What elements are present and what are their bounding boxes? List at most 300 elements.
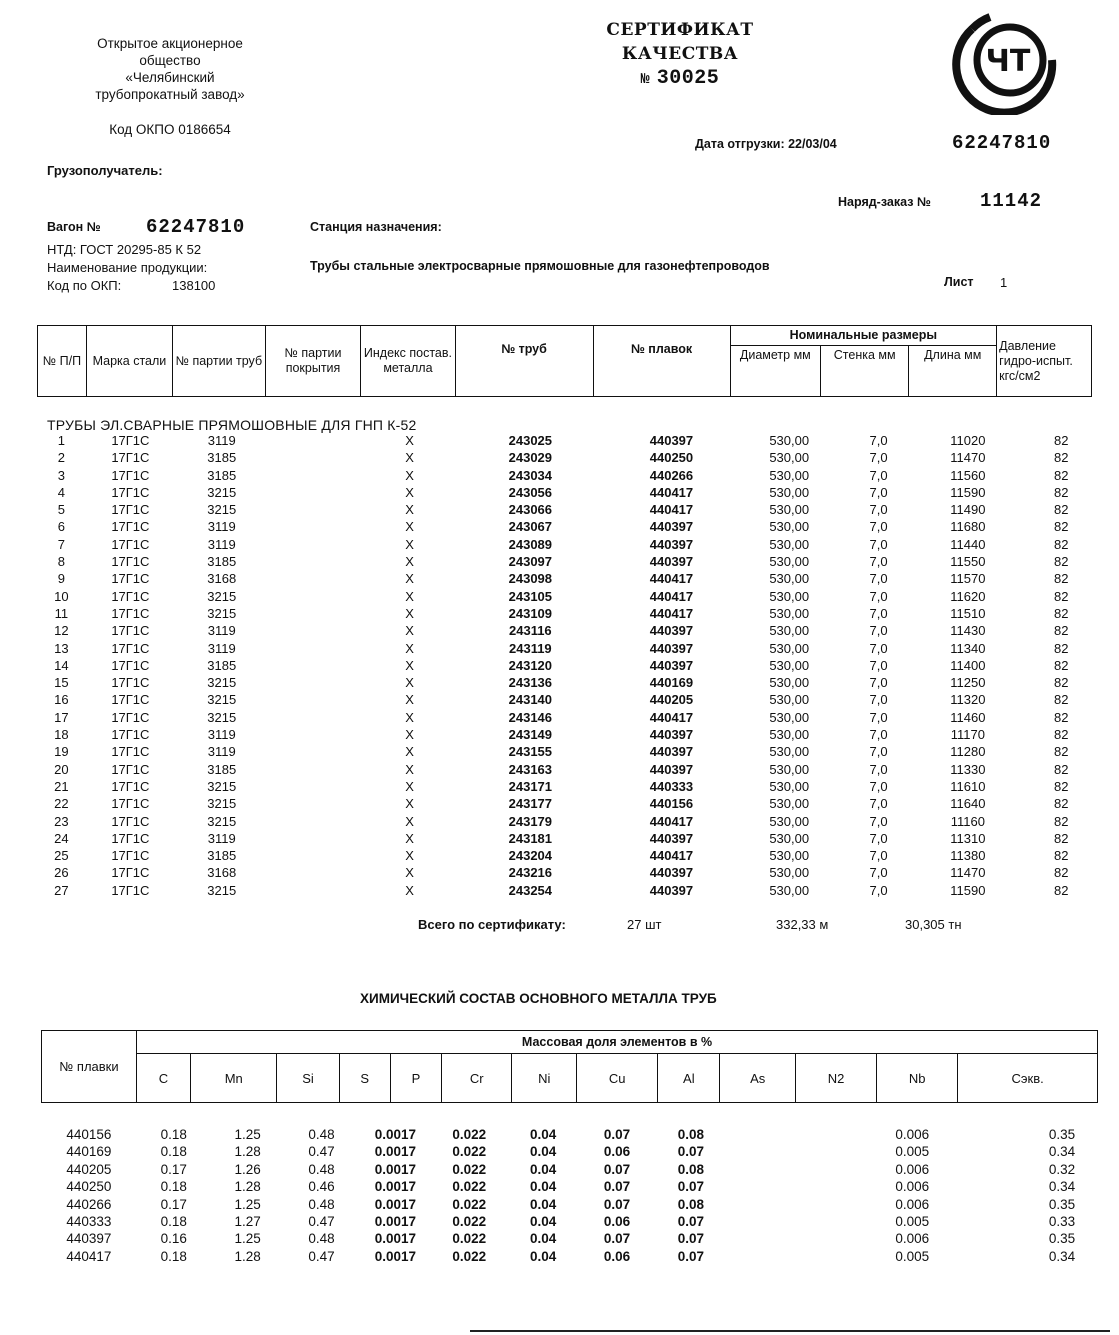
table-cell: 0.07: [677, 1179, 704, 1195]
table-cell: 440417: [66, 1248, 112, 1264]
table-row: [41, 1178, 1101, 1195]
table-cell: 7,0: [869, 554, 888, 570]
table-cell: 440169: [66, 1144, 112, 1160]
table-cell: 3119: [207, 519, 236, 535]
col-element: P: [390, 1054, 441, 1103]
org-line: «Челябинский: [125, 70, 215, 85]
col-element: Mn: [190, 1054, 277, 1103]
col-length: Длина мм: [909, 346, 997, 397]
table-cell: 530,00: [769, 727, 810, 743]
chemistry-table-header: [41, 1030, 1098, 1103]
cell-coating: [268, 588, 359, 605]
table-cell: [728, 1248, 802, 1265]
table-cell: 82: [1054, 675, 1069, 691]
table-cell: 82: [1054, 450, 1069, 466]
col-element: As: [720, 1054, 796, 1103]
table-cell: 82: [1054, 882, 1069, 898]
table-cell: 243179: [508, 813, 553, 829]
table-row: [41, 1161, 1101, 1178]
table-cell: 530,00: [769, 865, 810, 881]
table-cell: 82: [1054, 433, 1069, 448]
number-sign: №: [640, 71, 651, 88]
table-cell: 3185: [207, 467, 237, 483]
table-cell: 11590: [950, 882, 986, 898]
table-cell: 0.07: [677, 1231, 704, 1247]
table-cell: 440417: [649, 502, 694, 518]
table-cell: 11490: [950, 502, 986, 518]
table-cell: 11400: [950, 657, 986, 673]
table-cell: 4: [57, 484, 65, 500]
table-cell: 82: [1054, 484, 1069, 500]
table-cell: 17Г1С: [111, 813, 150, 829]
table-cell: 25: [54, 848, 69, 864]
table-cell: 11: [54, 605, 69, 621]
table-cell: 0.35: [1048, 1196, 1076, 1212]
table-cell: 0.34: [1048, 1248, 1076, 1264]
table-cell: 440397: [649, 727, 694, 743]
table-cell: 11020: [950, 433, 986, 448]
table-cell: 3215: [207, 675, 237, 691]
table-cell: [949, 1161, 1023, 1178]
table-cell: 0.005: [895, 1144, 930, 1160]
table-cell: 14: [54, 657, 69, 673]
table-cell: 0.06: [603, 1248, 631, 1264]
table-cell: 0.06: [603, 1214, 631, 1230]
table-cell: 243105: [508, 588, 553, 604]
table-cell: 82: [1054, 605, 1069, 621]
table-row: [37, 536, 1107, 553]
table-cell: 530,00: [769, 657, 810, 673]
table-cell: 530,00: [769, 433, 810, 448]
table-cell: 243034: [508, 467, 553, 483]
table-cell: 82: [1054, 588, 1069, 604]
table-cell: 0.022: [452, 1161, 487, 1177]
cell-coating: [268, 726, 359, 743]
okp-label: Код по ОКП:: [47, 278, 122, 293]
okp-value: 138100: [172, 278, 216, 293]
table-cell: 0.08: [677, 1196, 704, 1212]
cell-coating: [268, 449, 359, 466]
table-row: [37, 864, 1107, 881]
table-cell: 530,00: [769, 692, 810, 708]
table-cell: 0.04: [529, 1231, 557, 1247]
table-row: [37, 882, 1107, 899]
table-row: [37, 691, 1107, 708]
table-cell: 17Г1С: [111, 709, 150, 725]
table-cell: 0.022: [452, 1214, 487, 1230]
table-cell: 11550: [950, 554, 986, 570]
station-label: Станция назначения:: [310, 220, 442, 234]
consignee-label: Грузополучатель:: [47, 163, 163, 178]
table-cell: [728, 1196, 802, 1213]
table-cell: 82: [1054, 502, 1069, 518]
table-cell: 530,00: [769, 450, 810, 466]
chemistry-title: ХИМИЧЕСКИЙ СОСТАВ ОСНОВНОГО МЕТАЛЛА ТРУБ: [360, 991, 717, 1006]
table-cell: 6: [57, 519, 65, 535]
table-cell: 17Г1С: [111, 605, 150, 621]
table-cell: 3215: [207, 778, 237, 794]
table-cell: [949, 1213, 1023, 1230]
table-cell: 11620: [950, 588, 986, 604]
table-cell: X: [405, 796, 414, 812]
table-cell: 0.04: [529, 1214, 557, 1230]
table-cell: 0.0017: [374, 1161, 417, 1177]
table-cell: 243066: [508, 502, 553, 518]
wagon-number: 62247810: [146, 216, 246, 238]
table-row: [37, 588, 1107, 605]
table-cell: 17Г1С: [111, 484, 150, 500]
table-cell: 243163: [508, 761, 553, 777]
cell-coating: [268, 501, 359, 518]
table-cell: 530,00: [769, 709, 810, 725]
col-element: C: [137, 1054, 191, 1103]
sheet-number: 1: [1000, 275, 1008, 290]
table-cell: 530,00: [769, 761, 810, 777]
table-cell: [802, 1213, 876, 1230]
table-row: [37, 622, 1107, 639]
table-cell: 440397: [649, 882, 694, 898]
table-cell: 0.07: [603, 1196, 631, 1212]
table-cell: 82: [1054, 848, 1069, 864]
table-cell: 530,00: [769, 588, 810, 604]
table-cell: 7,0: [869, 433, 888, 448]
table-row: [37, 674, 1107, 691]
table-cell: 0.18: [160, 1179, 187, 1195]
cell-coating: [268, 674, 359, 691]
table-row: [37, 743, 1107, 760]
table-cell: 82: [1054, 778, 1069, 794]
table-cell: 17Г1С: [111, 640, 150, 656]
table-cell: 3: [57, 467, 65, 483]
table-cell: 11560: [950, 467, 986, 483]
table-cell: 243181: [508, 830, 553, 846]
table-cell: 243025: [508, 433, 553, 448]
table-row: [37, 709, 1107, 726]
table-cell: [949, 1230, 1023, 1247]
totals-weight: 30,305 тн: [905, 917, 962, 932]
table-cell: 440417: [649, 484, 694, 500]
table-cell: X: [405, 813, 414, 829]
table-cell: 0.18: [160, 1248, 187, 1264]
table-cell: 3168: [207, 571, 237, 587]
table-cell: 11610: [950, 778, 986, 794]
table-cell: 440205: [66, 1161, 112, 1177]
certificate-number-line: [580, 66, 780, 92]
table-cell: 1.28: [234, 1179, 261, 1195]
table-row: [37, 761, 1107, 778]
table-cell: 11160: [950, 813, 985, 829]
table-cell: 7,0: [869, 744, 888, 760]
table-row: [37, 432, 1107, 449]
table-cell: 7,0: [869, 640, 888, 656]
table-cell: 0.0017: [374, 1127, 417, 1142]
table-cell: X: [405, 588, 414, 604]
table-cell: 7,0: [869, 830, 888, 846]
col-nominal: Номинальные размеры: [730, 326, 997, 346]
table-cell: 440397: [649, 830, 694, 846]
col-pipe-no: № труб: [455, 326, 593, 397]
table-cell: 17Г1С: [111, 450, 150, 466]
col-element: Cr: [442, 1054, 512, 1103]
table-cell: 440156: [649, 796, 694, 812]
table-cell: 82: [1054, 813, 1069, 829]
table-cell: 0.0017: [374, 1248, 417, 1264]
table-cell: 0.022: [452, 1179, 487, 1195]
sheet-label: Лист: [944, 275, 974, 289]
table-cell: 243177: [508, 796, 553, 812]
table-cell: 0.35: [1048, 1127, 1076, 1142]
table-cell: 7,0: [869, 467, 888, 483]
table-cell: 440250: [649, 450, 694, 466]
table-cell: 17Г1С: [111, 744, 150, 760]
col-heat: № плавки: [42, 1031, 137, 1103]
table-cell: X: [405, 848, 414, 864]
table-cell: 17: [54, 709, 69, 725]
table-cell: 12: [54, 623, 69, 639]
table-cell: 440397: [649, 640, 694, 656]
table-cell: 82: [1054, 692, 1069, 708]
certificate-title: [580, 18, 780, 92]
table-cell: 11320: [950, 692, 986, 708]
col-element: Al: [658, 1054, 720, 1103]
table-cell: 7,0: [869, 519, 888, 535]
section-title: ТРУБЫ ЭЛ.СВАРНЫЕ ПРЯМОШОВНЫЕ ДЛЯ ГНП К-52: [47, 417, 417, 433]
col-element: Ni: [512, 1054, 577, 1103]
table-cell: 440266: [649, 467, 694, 483]
wagon-label: Вагон №: [47, 220, 101, 234]
table-cell: 17Г1С: [111, 467, 150, 483]
table-cell: 7,0: [869, 796, 888, 812]
table-cell: 0.04: [529, 1248, 557, 1264]
table-cell: 13: [54, 640, 69, 656]
table-cell: 0.07: [677, 1144, 704, 1160]
table-cell: 17Г1С: [111, 761, 150, 777]
pipes-table-body: [37, 432, 1107, 899]
totals-count: 27 шт: [627, 917, 662, 932]
table-cell: 82: [1054, 640, 1069, 656]
cell-coating: [268, 830, 359, 847]
table-cell: [949, 1143, 1023, 1160]
table-cell: 530,00: [769, 640, 810, 656]
table-cell: 17Г1С: [111, 536, 150, 552]
table-cell: 440266: [66, 1196, 112, 1212]
table-cell: 10: [54, 588, 69, 604]
table-cell: 11470: [950, 450, 986, 466]
table-cell: X: [405, 675, 414, 691]
table-cell: 18: [54, 727, 69, 743]
table-cell: 82: [1054, 830, 1069, 846]
table-cell: 0.46: [308, 1179, 335, 1195]
table-cell: X: [405, 571, 414, 587]
table-cell: 0.0017: [374, 1179, 417, 1195]
table-cell: 0.48: [308, 1196, 335, 1212]
table-cell: [728, 1161, 802, 1178]
table-cell: 3185: [207, 657, 237, 673]
table-cell: 23: [54, 813, 69, 829]
table-cell: [949, 1178, 1023, 1195]
table-cell: 11380: [950, 848, 986, 864]
okpo-code: Код ОКПО 0186654: [109, 122, 231, 137]
col-steel: Марка стали: [86, 326, 172, 397]
table-cell: 530,00: [769, 882, 810, 898]
table-cell: 440417: [649, 709, 694, 725]
table-cell: 11570: [950, 571, 986, 587]
table-cell: 243119: [509, 640, 552, 656]
table-cell: 7,0: [869, 623, 888, 639]
table-row: [41, 1143, 1101, 1160]
cell-coating: [268, 605, 359, 622]
table-cell: 3168: [207, 865, 237, 881]
table-cell: 243254: [508, 882, 553, 898]
table-cell: 7,0: [869, 865, 888, 881]
table-row: [41, 1126, 1101, 1143]
table-cell: 243116: [509, 623, 552, 639]
table-cell: X: [405, 709, 414, 725]
table-cell: 7,0: [869, 675, 888, 691]
table-cell: 440397: [649, 744, 694, 760]
table-cell: 3185: [207, 450, 237, 466]
col-element: N2: [796, 1054, 877, 1103]
table-row: [37, 449, 1107, 466]
order-label: Наряд-заказ №: [838, 195, 931, 209]
table-cell: 243097: [508, 554, 553, 570]
table-cell: 7,0: [869, 502, 888, 518]
table-cell: 243029: [508, 450, 553, 466]
table-cell: 11460: [950, 709, 986, 725]
table-cell: 0.16: [160, 1231, 187, 1247]
top-wagon-number: 62247810: [952, 132, 1052, 154]
table-row: [37, 553, 1107, 570]
table-cell: 82: [1054, 467, 1069, 483]
product-name: Трубы стальные электросварные прямошовные для газонефтепроводов: [310, 259, 770, 273]
table-cell: X: [405, 484, 414, 500]
table-cell: 440397: [649, 536, 694, 552]
table-cell: 0.022: [452, 1248, 487, 1264]
table-cell: 7: [57, 536, 65, 552]
table-cell: 440156: [66, 1127, 112, 1142]
table-cell: 440169: [649, 675, 694, 691]
ship-date: Дата отгрузки: 22/03/04: [695, 137, 837, 151]
table-row: [37, 518, 1107, 535]
table-cell: 82: [1054, 519, 1069, 535]
table-cell: 9: [57, 571, 65, 587]
table-cell: 11680: [950, 519, 986, 535]
table-cell: 530,00: [769, 675, 810, 691]
table-cell: 7,0: [869, 709, 888, 725]
table-cell: X: [405, 450, 414, 466]
table-cell: 7,0: [869, 657, 888, 673]
svg-text:ЧТ: ЧТ: [985, 44, 1031, 79]
table-cell: [802, 1143, 876, 1160]
table-cell: 0.08: [677, 1161, 704, 1177]
table-cell: [949, 1126, 1023, 1143]
table-cell: 0.022: [452, 1127, 487, 1142]
table-cell: 17Г1С: [111, 848, 150, 864]
table-cell: 17Г1С: [111, 519, 150, 535]
table-cell: 0.47: [308, 1144, 335, 1160]
cell-coating: [268, 484, 359, 501]
table-cell: 243146: [508, 709, 553, 725]
table-cell: 17Г1С: [111, 830, 150, 846]
table-cell: 0.17: [160, 1161, 187, 1177]
table-row: [37, 847, 1107, 864]
cell-coating: [268, 553, 359, 570]
table-cell: 7,0: [869, 813, 888, 829]
table-cell: [802, 1248, 876, 1265]
table-cell: 0.07: [603, 1161, 631, 1177]
table-cell: 11310: [950, 830, 986, 846]
table-cell: 17Г1С: [111, 502, 150, 518]
table-cell: 11430: [950, 623, 986, 639]
table-cell: 243204: [508, 848, 553, 864]
table-cell: 243149: [508, 727, 553, 743]
col-element: Si: [277, 1054, 339, 1103]
table-cell: 8: [57, 554, 65, 570]
table-cell: 530,00: [769, 744, 810, 760]
table-cell: 0.022: [452, 1231, 487, 1247]
table-cell: 7,0: [869, 450, 888, 466]
table-cell: 5: [57, 502, 65, 518]
table-cell: 0.34: [1048, 1144, 1076, 1160]
table-cell: 7,0: [869, 571, 888, 587]
table-cell: 0.006: [895, 1161, 930, 1177]
table-row: [37, 484, 1107, 501]
table-cell: 0.07: [603, 1231, 631, 1247]
cell-coating: [268, 709, 359, 726]
table-cell: 243140: [508, 692, 553, 708]
table-cell: 0.18: [160, 1127, 187, 1142]
table-cell: 0.07: [603, 1127, 631, 1142]
pipes-table-header: [37, 325, 1092, 397]
table-cell: 3215: [207, 692, 237, 708]
table-cell: 82: [1054, 623, 1069, 639]
cell-coating: [268, 847, 359, 864]
table-cell: 7,0: [869, 727, 888, 743]
table-cell: X: [405, 727, 414, 743]
table-cell: 0.48: [308, 1231, 335, 1247]
table-cell: 0.33: [1048, 1214, 1076, 1230]
certificate-number: 30025: [656, 67, 720, 90]
organization-name: [40, 35, 300, 103]
table-cell: 0.32: [1048, 1161, 1076, 1177]
table-cell: 17Г1С: [111, 571, 150, 587]
col-wall: Стенка мм: [821, 346, 909, 397]
table-cell: 3215: [207, 502, 237, 518]
table-cell: 243109: [508, 605, 553, 621]
org-line: трубопрокатный завод»: [95, 87, 245, 102]
col-mass-fraction: Массовая доля элементов в %: [137, 1031, 1098, 1054]
table-cell: 17Г1С: [111, 778, 150, 794]
table-cell: 0.0017: [374, 1196, 417, 1212]
bottom-divider: [470, 1330, 1110, 1332]
table-cell: 0.04: [529, 1161, 557, 1177]
table-cell: 440205: [649, 692, 694, 708]
table-cell: 7,0: [869, 882, 888, 898]
table-cell: 440417: [649, 848, 694, 864]
table-cell: 11170: [950, 727, 985, 743]
table-cell: 243089: [508, 536, 553, 552]
table-row: [37, 501, 1107, 518]
table-cell: [802, 1161, 876, 1178]
col-pressure: Давление гидро-испыт. кгс/см2: [997, 326, 1092, 397]
cell-coating: [268, 882, 359, 899]
table-cell: X: [405, 865, 414, 881]
table-cell: 11510: [950, 605, 986, 621]
table-cell: 15: [54, 675, 69, 691]
table-cell: X: [405, 830, 414, 846]
table-cell: [728, 1213, 802, 1230]
table-cell: X: [405, 519, 414, 535]
